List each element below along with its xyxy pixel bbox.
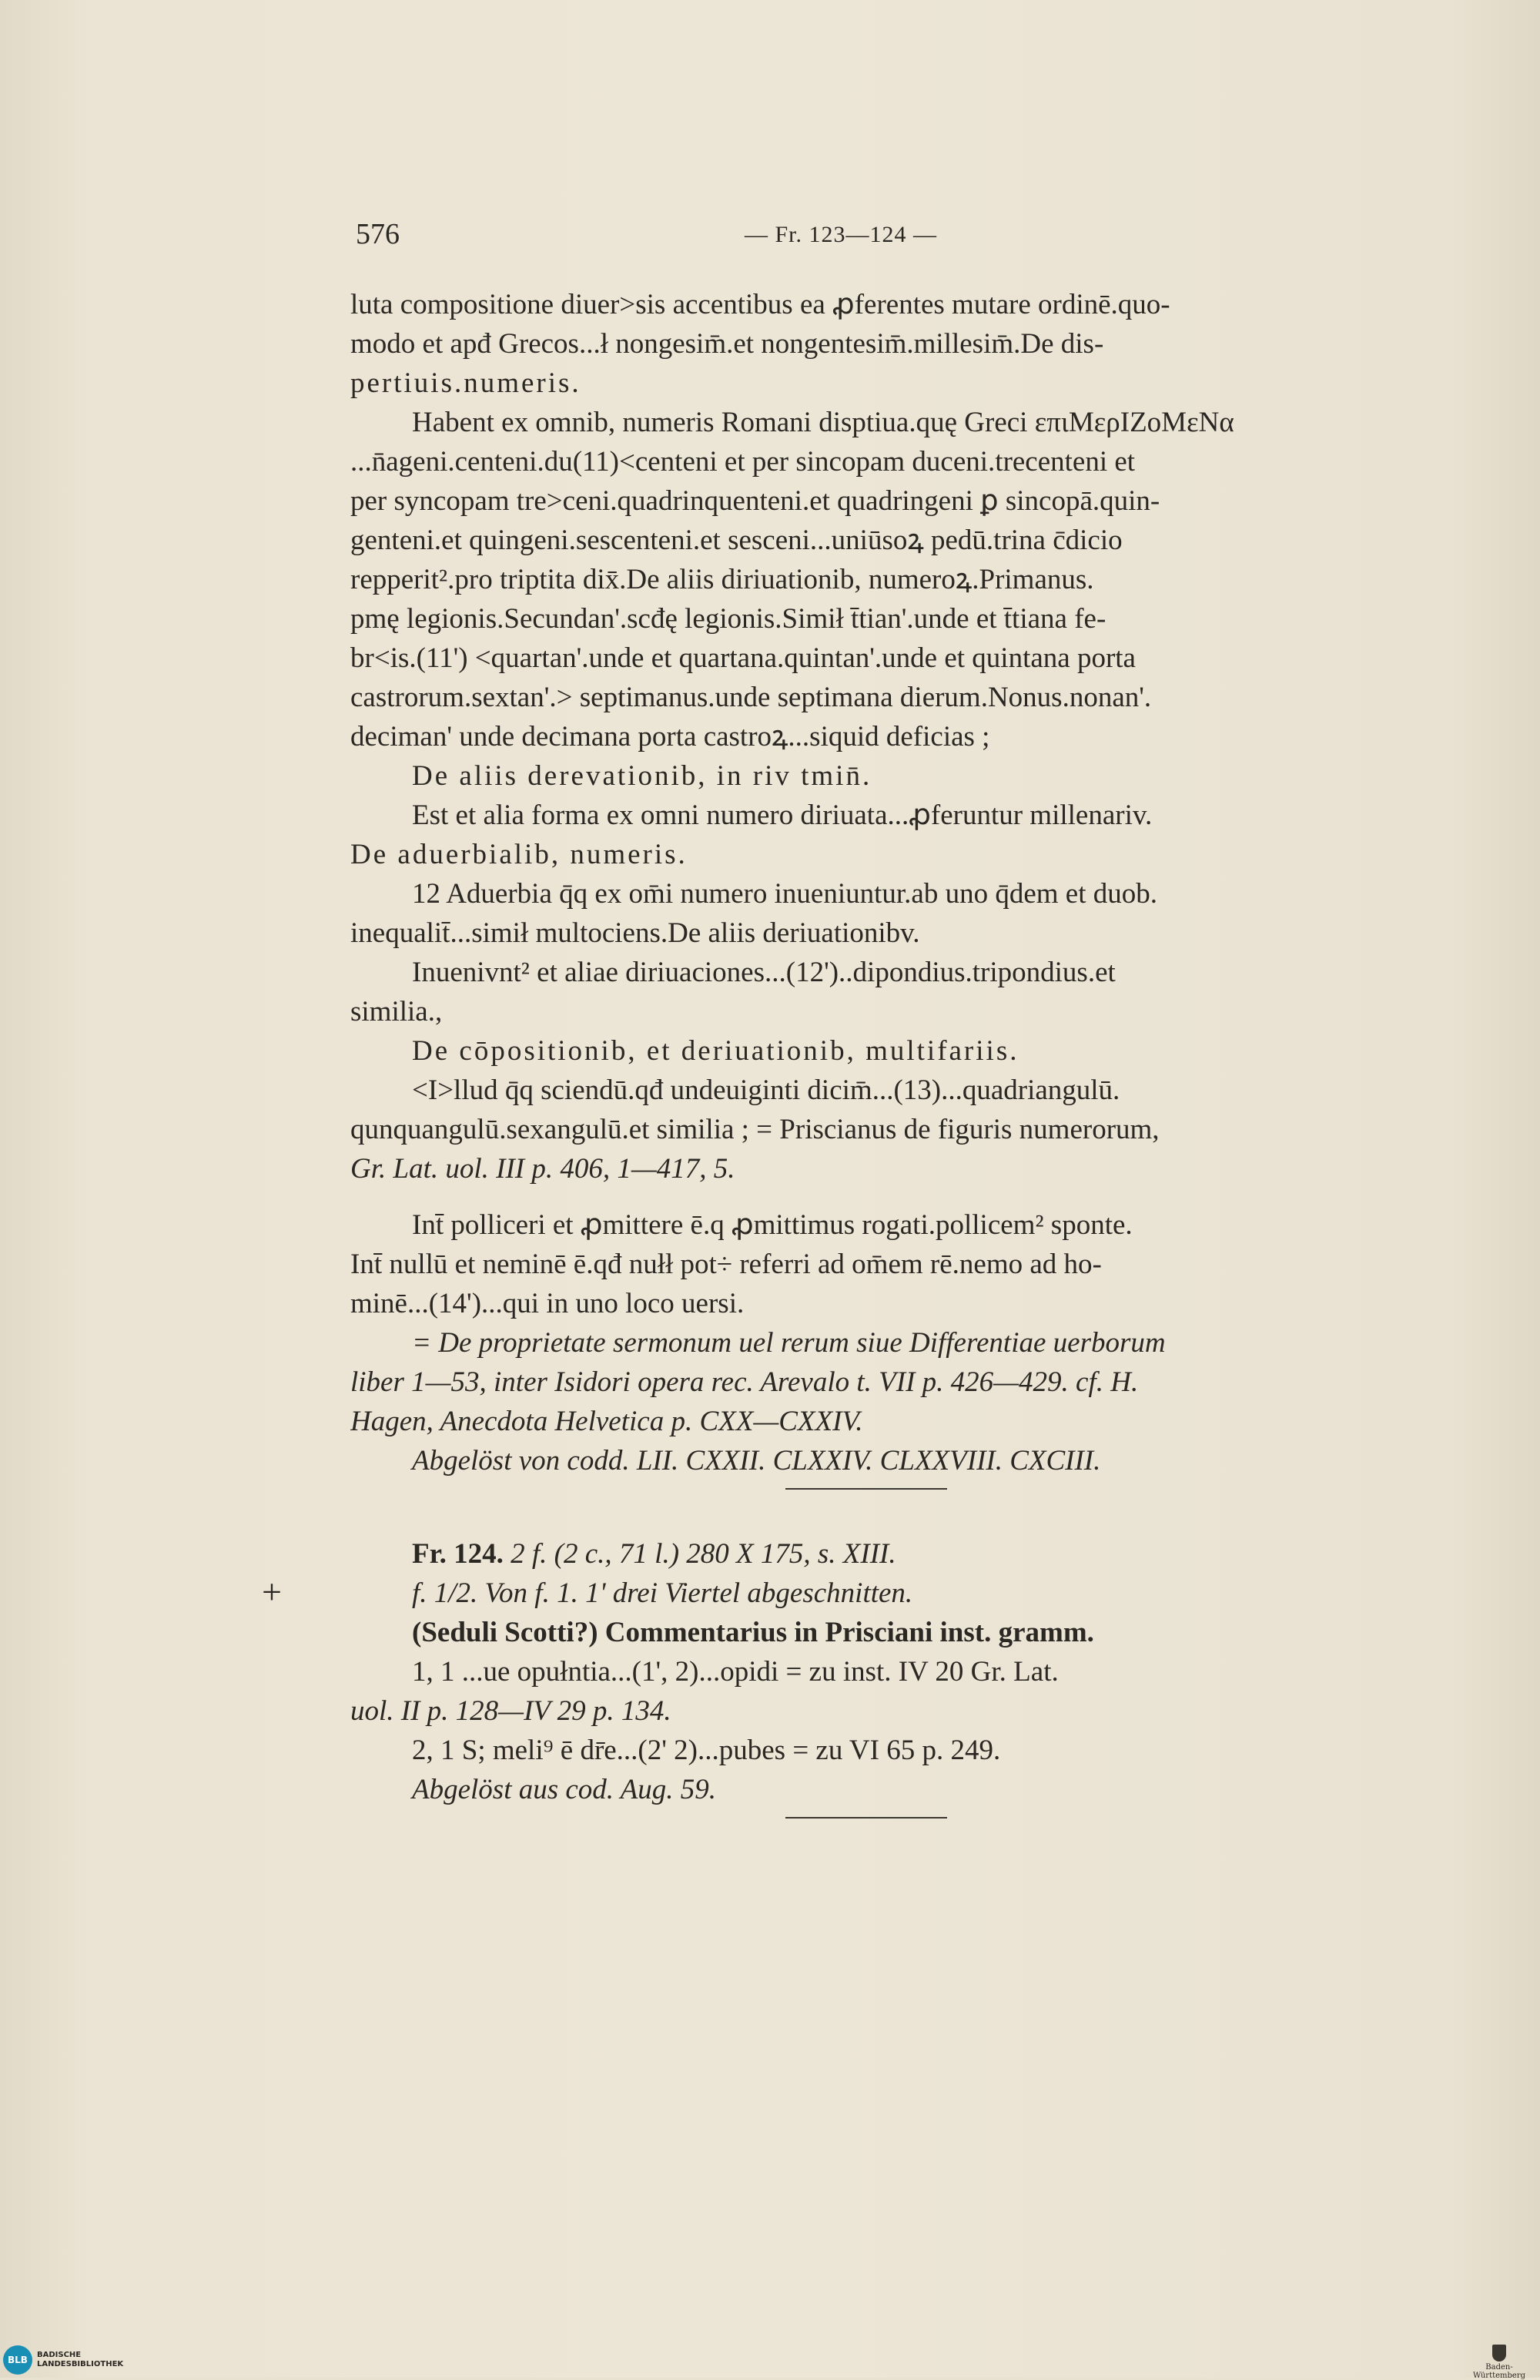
text-line: uol. II p. 128—IV 29 p. 134. [350, 1695, 671, 1727]
text-line: De aduerbialib, numeris. [350, 839, 688, 870]
text-line: pmę legionis.Secundan'.scđę legionis.Simił t̄tian'.unde et t̄tiana fe- [350, 603, 1106, 635]
text-line: repperit².pro triptita dix̄.De aliis diriuationib, numeroꝝ.Primanus. [350, 564, 1094, 595]
text-line: Gr. Lat. uol. III p. 406, 1—417, 5. [350, 1153, 735, 1185]
text-line: similia., [350, 996, 443, 1027]
text-line: ...n̄ageni.centeni.du(11)<centeni et per sincopam duceni.trecenteni et [350, 446, 1136, 478]
page-number: 576 [356, 218, 400, 250]
text-line: qunquangulū.sexangulū.et similia ; = Priscianus de figuris numerorum, [350, 1114, 1160, 1145]
text-line: Abgelöst von codd. LII. CXXII. CLXXIV. CLXXVIII. CXCIII. [412, 1445, 1101, 1477]
text-line: De cōpositionib, et deriuationib, multifariis. [412, 1035, 1019, 1067]
fr124-lines [350, 1574, 1382, 1809]
text-line: <I>llud q̄q sciendū.qđ undeuiginti dicim̄...(13)...quadriangulū. [412, 1074, 1120, 1106]
text-line: Abgelöst aus cod. Aug. 59. [412, 1774, 716, 1805]
text-line: = De proprietate sermonum uel rerum siue Differentiae uerborum [412, 1327, 1166, 1359]
text-line: genteni.et quingeni.sescenteni.et sesceni...uniūsoꝝ pedū.trina c̄dicio [350, 525, 1123, 556]
section-divider [350, 1488, 1382, 1534]
fr124-section [350, 1534, 1382, 1809]
bw-logo-text: Baden-Württemberg [1472, 2363, 1526, 2380]
blb-logo-line1: BADISCHE [37, 2350, 82, 2359]
text-line: Hagen, Anecdota Helvetica p. CXX—CXXIV. [350, 1406, 863, 1437]
blb-logo-line2: LANDESBIBLIOTHEK [37, 2359, 124, 2368]
crest-icon [1492, 2345, 1506, 2362]
text-line: luta compositione diuer>sis accentibus ea ꝓferentes mutare ordinē.quo- [350, 289, 1170, 320]
running-head: — Fr. 123—124 — [745, 222, 938, 247]
fr124-heading-label: Fr. 124. [412, 1538, 504, 1570]
divider-rule [785, 1488, 947, 1490]
text-line: Inuenivnt² et aliae diriuaciones...(12')..dipondius.tripondius.et [412, 957, 1116, 988]
text-line: minē...(14')...qui in uno loco uersi. [350, 1288, 745, 1319]
text-line [350, 1188, 1382, 1205]
text-line: Est et alia forma ex omni numero diriuata...ꝓferuntur millenariv. [412, 799, 1153, 831]
blb-badge-icon: BLB [3, 2345, 32, 2375]
text-line: De aliis derevationib, in riv tmin̄. [412, 760, 872, 792]
fr124-heading-desc: 2 f. (2 c., 71 l.) 280 X 175, s. XIII. [503, 1538, 896, 1570]
fr123-section [350, 285, 1382, 1480]
divider-rule-end [785, 1817, 947, 1819]
text-line: inequalit̄...simił multociens.De aliis deriuationibv. [350, 917, 920, 949]
text-line: deciman' unde decimana porta castroꝝ...siquid deficias ; [350, 721, 990, 753]
fr124-heading [350, 1534, 1382, 1574]
page-header [356, 217, 1380, 256]
text-line: f. 1/2. Von f. 1. 1' drei Viertel abgeschnitten. [412, 1577, 913, 1609]
bw-logo [1465, 2345, 1534, 2380]
text-line: Int̄ nullū et neminē ē.qđ nułł pot÷ referri ad om̄em rē.nemo ad ho- [350, 1249, 1102, 1280]
text-line: 1, 1 ...ue opułntia...(1', 2)...opidi = zu inst. IV 20 Gr. Lat. [412, 1656, 1059, 1688]
text-line: 12 Aduerbia q̄q ex om̄i numero inueniuntur.ab uno q̄dem et duob. [412, 878, 1157, 910]
main-text [350, 285, 1382, 1863]
text-line: (Seduli Scotti?) Commentarius in Prisciani inst. gramm. [412, 1617, 1094, 1648]
text-line: modo et apđ Grecos...ł nongesim̄.et nongentesim̄.millesim̄.De dis- [350, 328, 1104, 360]
text-line: br<is.(11') <quartan'.unde et quartana.quintan'.unde et quintana porta [350, 642, 1136, 674]
text-line: pertiuis.numeris. [350, 367, 581, 399]
plus-mark: + [262, 1572, 282, 1611]
text-line: liber 1—53, inter Isidori opera rec. Arevalo t. VII p. 426—429. cf. H. [350, 1366, 1139, 1398]
text-line: Int̄ polliceri et ꝓmittere ē.q ꝓmittimus rogati.pollicem² sponte. [412, 1209, 1133, 1241]
text-line: castrorum.sextan'.> septimanus.unde septimana dierum.Nonus.nonan'. [350, 682, 1152, 713]
section-divider-end [350, 1817, 1382, 1863]
blb-logo [0, 2341, 185, 2378]
text-line: 2, 1 S; meli⁹ ē dr̄e...(2' 2)...pubes = zu VI 65 p. 249. [412, 1735, 1001, 1766]
text-line: Habent ex omnib, numeris Romani disptiua.quę Greci επιΜερΙΖοΜεΝα [412, 407, 1234, 438]
text-line: per syncopam tre>ceni.quadrinquenteni.et quadringeni ꝑ sincopā.quin- [350, 485, 1160, 517]
blb-logo-text [37, 2351, 123, 2369]
